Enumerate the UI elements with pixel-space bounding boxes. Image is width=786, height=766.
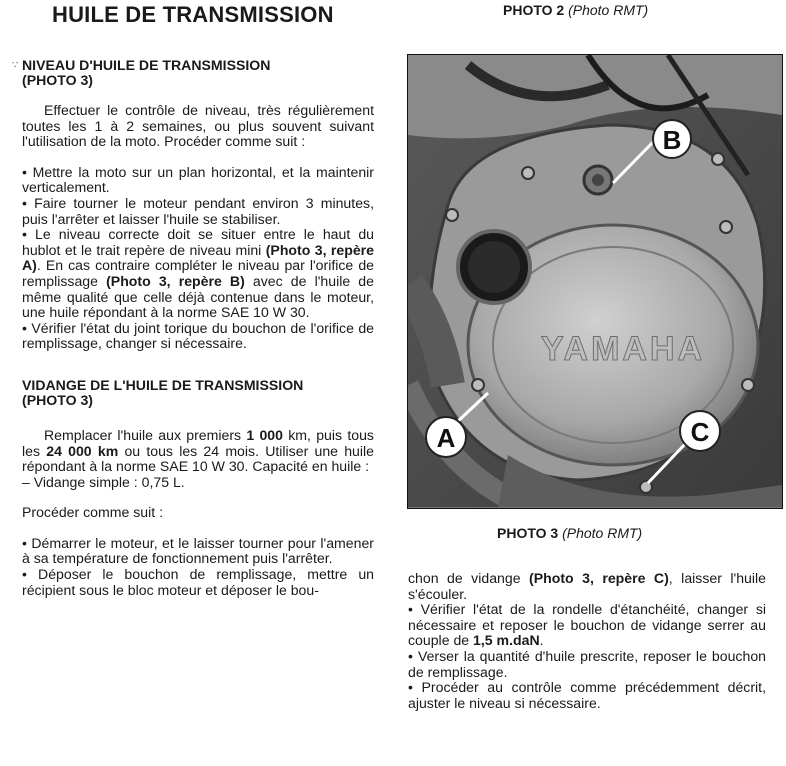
right-bullet-1: • Vérifier l'état de la rondelle d'étanchéité, changer si nécessaire et reposer le bouchon de vidange serrer au couple de 1,5 m.daN.	[408, 601, 766, 649]
photo3-image	[407, 54, 783, 509]
photo3-caption	[497, 525, 642, 541]
section2-bullet-2: • Déposer le bouchon de remplissage, mettre un récipient sous le bloc moteur et déposer le bou-	[22, 566, 374, 598]
cover-engraving: YAMAHA	[540, 330, 706, 368]
section2-heading-line2: (PHOTO 3)	[22, 391, 93, 408]
km-interval: 24 000 km	[46, 442, 119, 459]
section2-heading	[22, 378, 374, 408]
km-first: 1 000	[246, 426, 283, 443]
section2-heading-line1: VIDANGE DE L'HUILE DE TRANSMISSION	[22, 376, 304, 393]
right-bullet-2: • Verser la quantité d'huile prescrite, reposer le bouchon de remplissage.	[408, 647, 766, 680]
section1-bullet-2: • Faire tourner le moteur pendant environ 3 minutes, puis l'arrêter et laisser l'huile se stabiliser.	[22, 194, 374, 227]
section2-para-1: Remplacer l'huile aux premiers 1 000 km, puis tous les 24 000 km ou tous les 24 mois. Utiliser une huile répondant à la norme SAE 10 W 30. Capacité en huile :	[22, 426, 374, 475]
section1-bullet-3: • Le niveau correcte doit se situer entre le haut du hublot et le trait repère de niveau mini (Photo 3, repère A). En cas contraire compléter le niveau par l'orifice de remplissage (Photo 3, repère B) avec de l'huile de même qualité que celle déjà contenue dans le moteur, une huile répondant à la norme SAE 10 W 30.	[22, 226, 375, 321]
photo2-caption	[503, 2, 648, 18]
photo3-caption-label: PHOTO 3	[497, 525, 559, 541]
section2-para-2: Procéder comme suit :	[22, 504, 163, 521]
marker-a-label: A	[436, 423, 456, 453]
torque-value: 1,5 m.daN	[473, 632, 540, 649]
section1-bullet-1: • Mettre la moto sur un plan horizontal, et la maintenir verticalement.	[22, 163, 374, 196]
section1-heading	[22, 58, 374, 88]
margin-mark: ∵	[12, 60, 19, 71]
section1-intro: Effectuer le contrôle de niveau, très régulièrement toutes les 1 à 2 semaines, ou plus souvent suivant l'utilisation de la moto. Procéder comme suit :	[22, 102, 374, 150]
section2-bullet-1: • Démarrer le moteur, et le laisser tourner pour l'amener à sa température de fonctionnement puis l'arrêter.	[22, 534, 374, 567]
page-title: HUILE DE TRANSMISSION	[52, 2, 334, 27]
ref-photo3-b: (Photo 3, repère B)	[106, 272, 245, 289]
left-column	[22, 58, 374, 598]
ref-photo3-a: (Photo 3, repère A)	[22, 241, 375, 274]
right-column	[408, 571, 766, 711]
engine-cover-photo	[408, 55, 782, 507]
section2-capacity: – Vidange simple : 0,75 L.	[22, 473, 185, 490]
section1-heading-line1: NIVEAU D'HUILE DE TRANSMISSION	[22, 57, 271, 73]
marker-b-label: B	[662, 125, 682, 155]
photo2-caption-credit: (Photo RMT)	[568, 2, 649, 18]
marker-c-label: C	[690, 417, 710, 447]
section1-bullet-4: • Vérifier l'état du joint torique du bouchon de l'orifice de remplissage, changer si nécessaire.	[22, 319, 374, 352]
photo2-caption-label: PHOTO 2	[503, 2, 565, 18]
section1-heading-line2: (PHOTO 3)	[22, 72, 93, 88]
ref-photo3-c: (Photo 3, repère C)	[529, 570, 669, 586]
right-bullet-3: • Procéder au contrôle comme précédemment décrit, ajuster le niveau si nécessaire.	[408, 679, 766, 711]
photo3-caption-credit: (Photo RMT)	[562, 525, 643, 541]
right-para-1: chon de vidange (Photo 3, repère C), laisser l'huile s'écouler.	[408, 570, 766, 602]
